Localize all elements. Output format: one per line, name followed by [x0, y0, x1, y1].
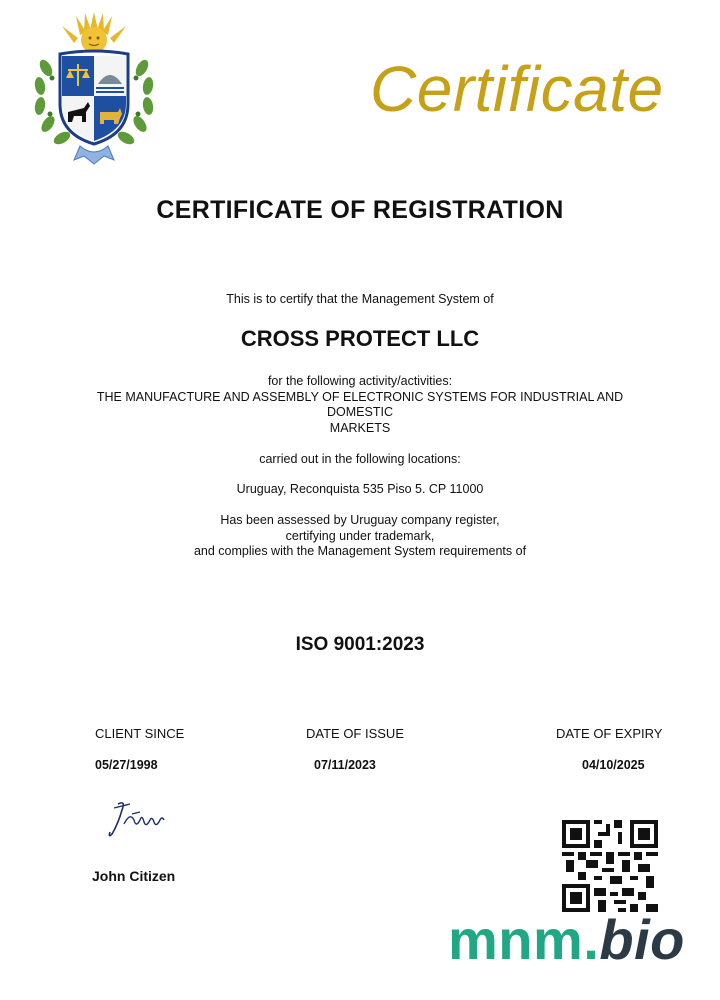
assessment-line: certifying under trademark, — [285, 528, 435, 543]
document-title: CERTIFICATE OF REGISTRATION — [156, 196, 564, 224]
coat-of-arms-icon — [24, 8, 164, 168]
iso-standard: ISO 9001:2023 — [295, 634, 425, 655]
activity-heading: for the following activity/activities: — [267, 374, 453, 388]
activity-line: THE MANUFACTURE AND ASSEMBLY OF ELECTRONIC SYSTEMS FOR INDUSTRIAL AND — [96, 389, 624, 404]
activity-block — [0, 374, 720, 436]
watermark-dot: . — [583, 908, 600, 971]
assessment-line: Has been assessed by Uruguay company register, — [220, 513, 500, 527]
date-of-issue-value: 07/11/2023 — [314, 758, 376, 772]
assessment-block — [0, 513, 720, 560]
watermark-part: bio — [599, 908, 685, 971]
activity-line: MARKETS — [329, 420, 391, 435]
watermark-logo — [448, 908, 685, 971]
certificate-heading: Certificate — [370, 53, 664, 125]
qr-code-icon — [562, 820, 658, 912]
locations-heading: carried out in the following locations: — [259, 452, 461, 466]
location-address: Uruguay, Reconquista 535 Piso 5. CP 11000 — [236, 482, 484, 496]
signer-name: John Citizen — [92, 868, 176, 884]
assessment-line: and complies with the Management System requirements of — [193, 544, 527, 558]
signature — [104, 798, 168, 842]
date-of-issue-label: DATE OF ISSUE — [306, 726, 404, 741]
intro-text: This is to certify that the Management System of — [226, 292, 494, 306]
client-since-value: 05/27/1998 — [95, 758, 158, 772]
company-name: CROSS PROTECT LLC — [240, 326, 480, 351]
date-of-expiry-value: 04/10/2025 — [582, 758, 645, 772]
date-of-expiry-label: DATE OF EXPIRY — [556, 726, 663, 741]
watermark-part: mnm — [448, 908, 584, 971]
client-since-label: CLIENT SINCE — [95, 726, 185, 741]
activity-line: DOMESTIC — [327, 405, 393, 419]
